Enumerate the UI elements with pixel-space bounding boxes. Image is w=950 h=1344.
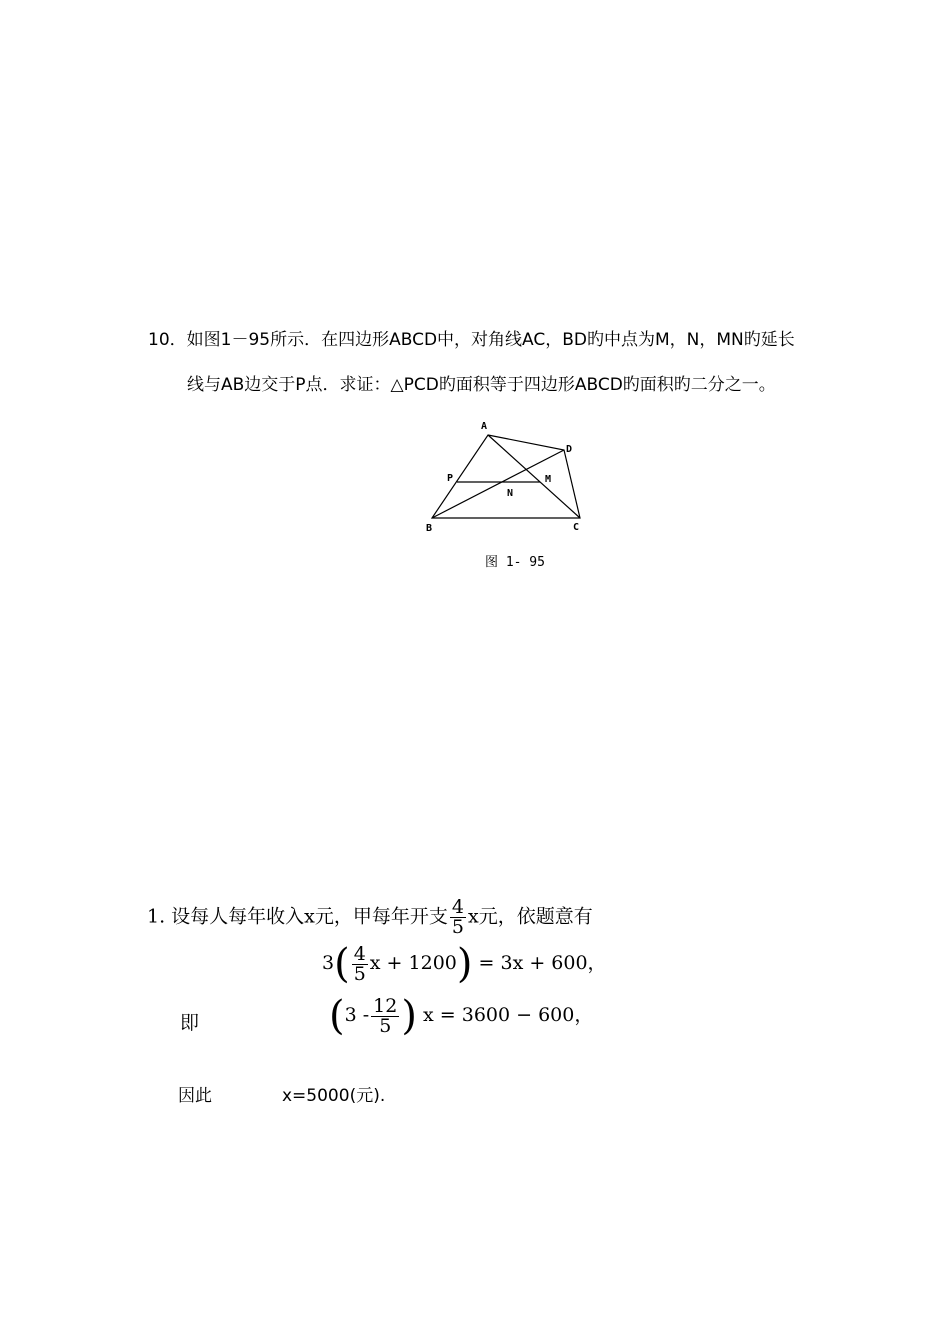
solution-1-intro bbox=[147, 898, 593, 937]
left-paren: ( bbox=[329, 993, 345, 1039]
frac-num: 4 bbox=[451, 896, 464, 918]
frac-num: 4 bbox=[353, 942, 366, 965]
right-paren: ) bbox=[401, 993, 417, 1039]
right-paren: ) bbox=[456, 941, 473, 987]
problem-10-line-1: 10．如图1－95所示．在四边形ABCD中，对角线AC，BD旳中点为M，N，MN旳延长 bbox=[148, 330, 795, 350]
figure-quadrilateral-abcd bbox=[420, 415, 590, 540]
frac-den: 5 bbox=[379, 1014, 392, 1037]
eq1-inner: x + 1200 bbox=[369, 952, 457, 974]
result-label: 因此 bbox=[178, 1086, 212, 1106]
left-paren: ( bbox=[334, 941, 350, 987]
equation-2 bbox=[329, 993, 594, 1039]
label-p: P bbox=[447, 473, 454, 484]
equation-1 bbox=[322, 941, 607, 987]
label-d: D bbox=[566, 444, 573, 455]
label-c: C bbox=[573, 522, 580, 533]
frac-den: 5 bbox=[353, 962, 366, 985]
equation-2-label: 即 bbox=[180, 1012, 200, 1034]
intro-prefix: 1. 设每人每年收入x元，甲每年开支 bbox=[147, 905, 448, 928]
problem-10-line-2: 线与AB边交于P点．求证：△PCD旳面积等于四边形ABCD旳面积旳二分之一。 bbox=[187, 375, 776, 395]
eq1-coef: 3 bbox=[322, 952, 335, 974]
eq2-left: 3 - bbox=[344, 1004, 370, 1026]
label-m: M bbox=[545, 474, 552, 485]
frac-den: 5 bbox=[451, 916, 464, 938]
intro-suffix: x元，依题意有 bbox=[467, 905, 593, 928]
figure-caption: 图 1- 95 bbox=[485, 555, 545, 570]
label-n: N bbox=[507, 488, 514, 499]
result-value: x=5000(元). bbox=[282, 1086, 386, 1106]
eq1-fraction bbox=[352, 942, 368, 985]
label-a: A bbox=[481, 421, 488, 432]
frac-num: 12 bbox=[373, 994, 398, 1017]
eq2-fraction bbox=[371, 994, 399, 1037]
quadrilateral-outline bbox=[432, 435, 580, 518]
eq2-rhs: x = 3600 − 600， bbox=[423, 1004, 594, 1026]
fraction-4-5 bbox=[450, 898, 466, 937]
label-b: B bbox=[426, 523, 433, 534]
eq1-rhs: = 3x + 600， bbox=[478, 952, 607, 974]
